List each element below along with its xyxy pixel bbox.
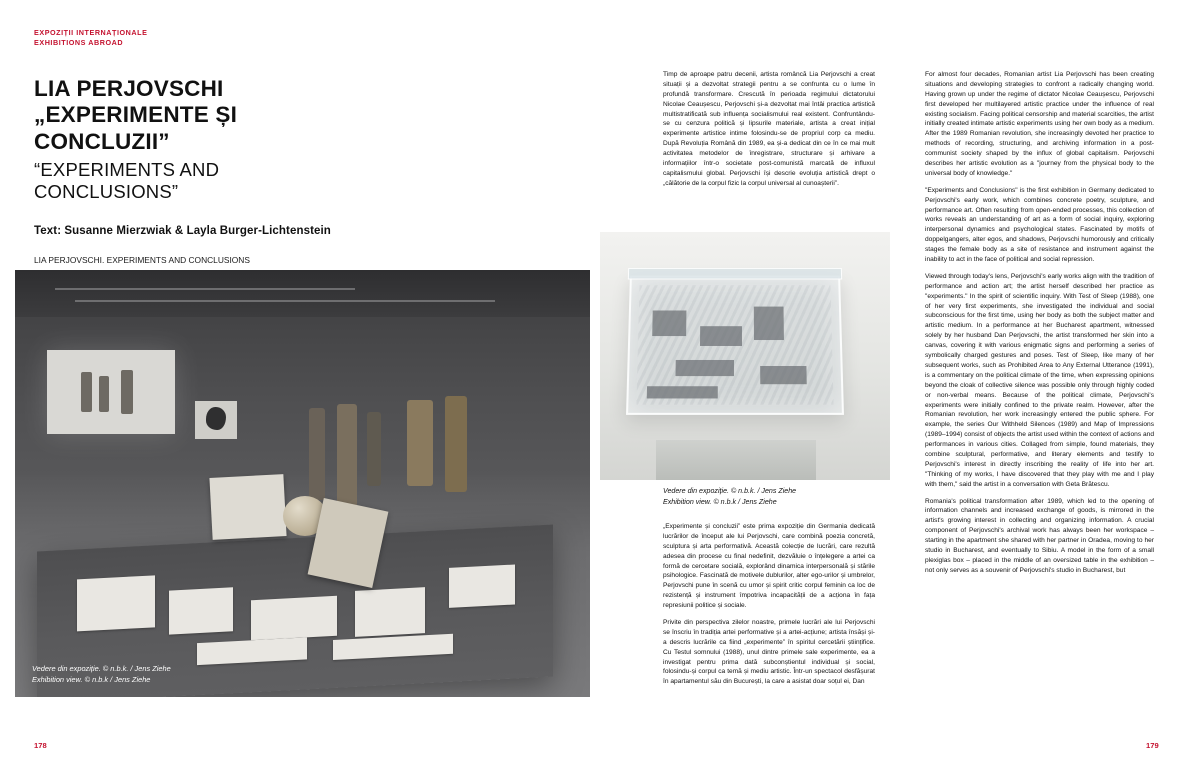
plexiglas-box-model (626, 276, 844, 415)
display-plinth (656, 440, 816, 480)
hanging-object-1 (309, 408, 325, 500)
ceiling-track-2 (75, 300, 495, 302)
title-exhibition-ro: „EXPERIMENTE ȘI CONCLUZII” (34, 102, 238, 154)
paragraph: Timp de aproape patru decenii, artista româncă Lia Perjovschi a creat situații și a dezvoltat strategii pentru a se confrunta cu o lume în profundă transformare. Crescută în perioada regimului dictatorului Nicolae Ceaușescu, Perjovschi și-a dezvoltat mai întâi practica artistică multistratificată sub influența socialismului real existent. Confruntându-se cu cenzura politică și lipsurile materiale, artista a creat inițial experimente artistice intime folosindu-se de propriul corp ca mediu. După Revoluția Română din 1989, ea și-a dedicat din ce în ce mai mult activitatea metodelor de înregistrare, structurare și arhivare a informațiilor într-o societate post-comunistă marcată de influxul capitalismului global. Perjovschi își descrie evoluția artistică drept o „călătorie de la corpul fizic la corpul universal al cunoașterii”. (663, 71, 875, 187)
folio-right: 179 (1146, 741, 1159, 750)
page-title (34, 76, 334, 203)
text-column-english (925, 70, 1154, 583)
vitrine-lid (628, 268, 842, 279)
silhouette-shape (206, 407, 226, 430)
paragraph: For almost four decades, Romanian artist Lia Perjovschi has been creating situations and developing strategies to confront a radically changing world. Having grown up under the regime of dictator Nicolae Ceaușescu, Perjovschi first developed her multilayered artistic practice under the influence of real existing socialism. Facing political censorship and material scarcities, the artist initially created intimate artistic experiments using her own body as a medium. After the 1989 Romanian revolution, she increasingly devoted her practice to methods of recording, structuring, and archiving information in a post-communist society shaped by the influx of global capitalism. Perjovschi describes her artistic evolution as a "journey from the physical body to the universal body of knowledge." (925, 71, 1154, 177)
title-artist: LIA PERJOVSCHI (34, 75, 224, 101)
photo-caption-large-en: Exhibition view. © n.b.k / Jens Ziehe (32, 674, 151, 684)
paragraph: „Experimente și concluzii” este prima expoziție din Germania dedicată lucrărilor de început ale lui Perjovschi, care combină poezia concretă, sculptura și arta performativă. Această colecție de lucrări, care rezultă adesea din procese cu final nedefinit, dezvăluie o înțelegere a artei ca formă de cercetare socială, explorând dinamica interpersonală și stările psihologice. Fascinată de motivele dublurilor, alter ego-urilor și umbrelor, Perjovschi pune în scenă cu umor și spirit critic corpul feminin ca loc de rezistență și instrument împotriva incapacității de a acționa în fața represiunii politice și sociale. (663, 523, 875, 610)
paragraph: Viewed through today's lens, Perjovschi's early works align with the tradition of performance and action art; the artist herself described her practice as "experiments." In the spirit of scientific inquiry. With Test of Sleep (1988), one of her very first experiments, she investigated the individual and social subconscious for the first time, using her body as both the subject matter and artistic medium. In a performance at her Bucharest apartment, witnessed solely by her husband Dan Perjovschi, the artist transformed her skin into a canvas, covering it with various enigmatic signs and performing a series of symbolically charged gestures and poses. Test of Sleep, like many of her subsequent works, such as Prohibited Area to Any External Utterance (1991), is a commentary on the political climate of the time, when expressing opinions beyond the cloak of collective silence was possible only through highly coded or non-verbal means. Because of the political climate, Perjovschi's experiments were initially confined to the private realm. However, after the Romanian revolution, her work increasingly entered the public sphere. For example, the series Our Withheld Silences (1989) and Map of Impressions (1989–1994) consist of objects the artist used within the context of actions and performances in various cities. Collaged from simple, found materials, they combine sculptural, performative, and literary elements and testify to Perjovschi's interest in directly inscribing the reality of life into her art. "Thinking of my works, I have discovered that they play with me and I play with them," said the artist in a conversation with Geta Brătescu. (925, 272, 1154, 488)
photo-caption-small-en: Exhibition view. © n.b.k / Jens Ziehe (663, 497, 777, 506)
kicker-line-ro: EXPOZIȚII INTERNAȚIONALE (34, 28, 148, 37)
text-column-romanian-top (663, 70, 875, 196)
exhibition-view-photo-large (15, 270, 590, 697)
hanging-object-5 (445, 396, 467, 492)
paragraph: Romania's political transformation after 1989, which led to the opening of information channels and increased exchange of goods, is mirrored in the artist's growing interest in collecting and organizing information. A crucial component of Perjovschi's archival work has always been her workspace – starting in the apartment she shared with her partner in Oradea, moving to her studio in Bucharest, and eventually to Sibiu. A model in the form of a small plexiglas box – placed in the middle of an oversized table in the exhibition – not only serves as a souvenir of Perjovschi's studio in Bucharest, but (925, 497, 1154, 574)
text-column-romanian-bottom (663, 522, 875, 694)
photo-caption-large-ro: Vedere din expoziție. © n.b.k. / Jens Ziehe (32, 663, 171, 673)
hanging-object-4 (407, 400, 433, 486)
byline: Text: Susanne Mierzwiak & Layla Burger-Lichtenstein (34, 224, 331, 237)
exhibition-view-photo-small (600, 232, 890, 480)
kicker-line-en: EXHIBITIONS ABROAD (34, 38, 124, 48)
framed-work-on-table (209, 474, 286, 540)
projection-small (195, 401, 237, 439)
paragraph: "Experiments and Conclusions" is the first exhibition in Germany dedicated to Perjovschi's early work, which combines concrete poetry, sculpture, and performance art. Often resulting from open-ended processes, this collection of works reveals an understanding of art as a form of social inquiry, exploring interpersonal dynamics and psychological states. Fascinated by motifs of doppelgangers, alter egos, and shadows, Perjovschi humorously and critically stages the female body as a site of resistance and instrument against the inability to act in the face of political and social repression. (925, 186, 1154, 264)
photo-caption-large (32, 663, 171, 685)
projection-screen (47, 350, 175, 434)
hanging-object-2 (337, 404, 357, 508)
photo-caption-small (663, 486, 796, 507)
folio-left: 178 (34, 741, 47, 750)
title-exhibition-en: “EXPERIMENTS AND CONCLUSIONS” (34, 158, 220, 202)
paragraph: Privite din perspectiva zilelor noastre, primele lucrări ale lui Perjovschi se înscriu în tradiția artei performative și a artei-acțiune; artista însăși și-a descris lucrările ca fiind „experimente” în spiritul cercetării științifice. Cu Testul somnului (1988), unul dintre primele sale experimente, ea a investigat pentru prima dată subconștientul individual și social, folosindu-și corpul ca temă și mediu artistic. Într-un spectacol desfășurat în apartamentul său din București, la care a asistat doar soțul ei, Dan (663, 619, 875, 686)
hanging-object-3 (367, 412, 381, 486)
photo-caption-small-ro: Vedere din expoziție. © n.b.k. / Jens Ziehe (663, 487, 797, 495)
ceiling-track-1 (55, 288, 355, 290)
gallery-ceiling (15, 270, 590, 317)
section-kicker (34, 28, 334, 49)
credit-exhibition-title: LIA PERJOVSCHI. EXPERIMENTS AND CONCLUSIONS (34, 254, 250, 265)
